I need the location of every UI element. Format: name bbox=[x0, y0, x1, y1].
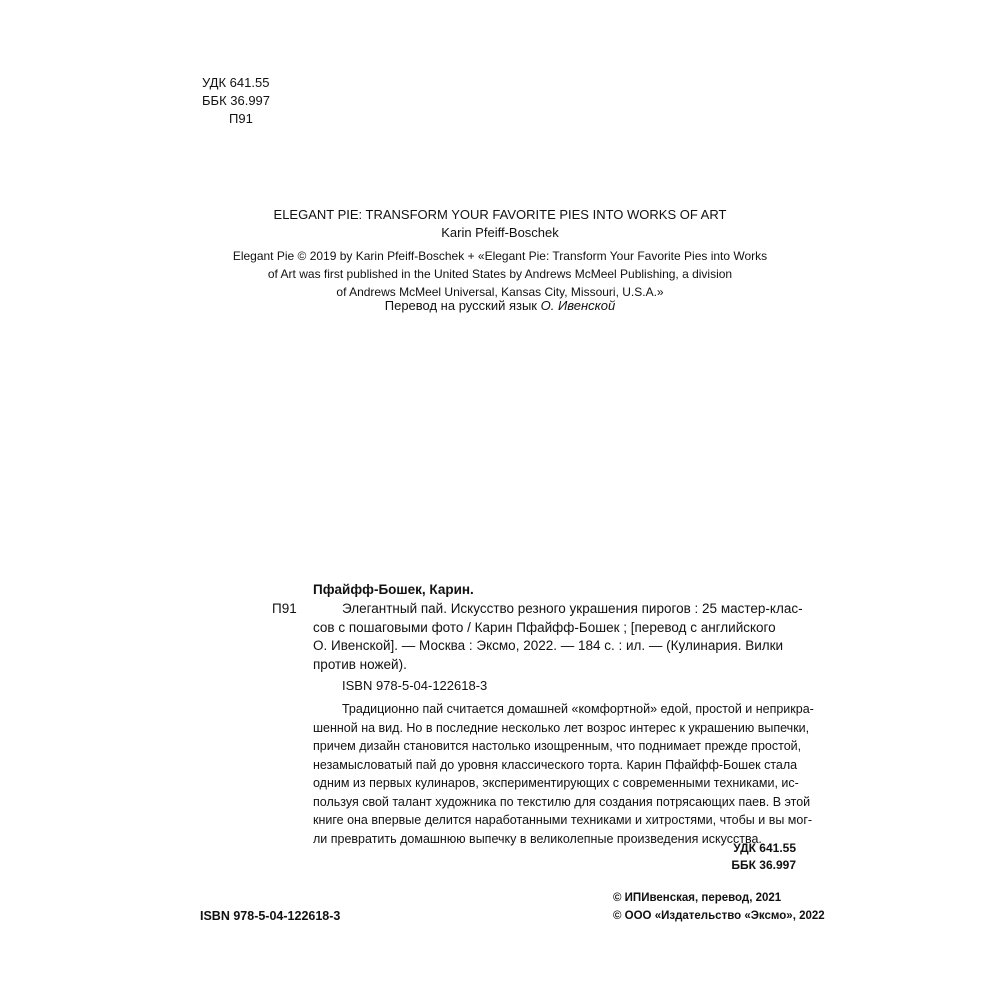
annotation-line: книге она впервые делится наработанными техниками и хитростями, чтобы и вы мог- bbox=[313, 813, 813, 827]
copyright-line: of Art was first published in the United States by Andrews McMeel Publishing, a division bbox=[267, 267, 733, 281]
annotation bbox=[313, 700, 814, 848]
author-sign: П91 bbox=[229, 111, 253, 126]
bottom-isbn: ISBN 978-5-04-122618-3 bbox=[200, 909, 341, 923]
publisher-copyright: © ООО «Издательство «Эксмо», 2022 bbox=[613, 910, 825, 922]
annotation-line: ли превратить домашнюю выпечку в великолепные произведения искусства. bbox=[313, 831, 762, 846]
description-line: против ножей). bbox=[313, 656, 407, 672]
bbk-code: ББК 36.997 bbox=[731, 858, 796, 872]
original-copyright-notice bbox=[200, 247, 800, 301]
top-classification-codes bbox=[202, 74, 270, 128]
udk-code: УДК 641.55 bbox=[202, 75, 270, 90]
annotation-line: Традиционно пай считается домашней «комфортной» едой, простой и неприкра- bbox=[342, 702, 814, 716]
bottom-classification-codes bbox=[600, 840, 796, 874]
catalog-card-description bbox=[313, 600, 803, 674]
catalog-card-code: П91 bbox=[272, 601, 297, 616]
udk-code: УДК 641.55 bbox=[733, 841, 796, 855]
annotation-line: пользуя свой талант художника по текстилю для создания потрясающих паев. В этой bbox=[313, 794, 811, 809]
translation-prefix: Перевод на русский язык bbox=[384, 298, 541, 313]
catalog-card-heading: Пфайфф-Бошек, Карин. bbox=[313, 582, 474, 597]
description-line: О. Ивенской]. — Москва : Эксмо, 2022. — 184 с. : ил. — (Кулинария. Вилки bbox=[313, 638, 784, 653]
catalog-card-isbn: ISBN 978-5-04-122618-3 bbox=[342, 678, 488, 693]
original-title: ELEGANT PIE: TRANSFORM YOUR FAVORITE PIES INTO WORKS OF ART bbox=[273, 207, 727, 222]
translation-copyright: © ИПИвенская, перевод, 2021 bbox=[613, 892, 782, 904]
annotation-line: шенной на вид. Но в последние несколько лет возрос интерес к украшению выпечки, bbox=[313, 720, 810, 735]
translator-name: О. Ивенской bbox=[540, 298, 616, 313]
copyright-line: Elegant Pie © 2019 by Karin Pfeiff-Boschek + «Elegant Pie: Transform Your Favorite Pies into Works bbox=[232, 249, 768, 263]
translation-credit bbox=[200, 297, 800, 315]
annotation-line: одним из первых кулинаров, экспериментирующих с современными техниками, ис- bbox=[313, 776, 799, 790]
annotation-line: причем дизайн становится настолько изощренным, что поднимает прежде простой, bbox=[313, 739, 802, 753]
annotation-line: незамысловатый пай до уровня классического торта. Карин Пфайфф-Бошек стала bbox=[313, 757, 798, 772]
copyright-statements bbox=[613, 889, 825, 925]
description-line: Элегантный пай. Искусство резного украшения пирогов : 25 мастер-клас- bbox=[342, 601, 803, 616]
description-line: сов с пошаговыми фото / Карин Пфайфф-Бошек ; [перевод с английского bbox=[313, 619, 776, 635]
bbk-code: ББК 36.997 bbox=[202, 93, 271, 108]
copyright-line: of Andrews McMeel Universal, Kansas City, Missouri, U.S.A.» bbox=[336, 285, 664, 299]
original-author: Karin Pfeiff-Boschek bbox=[441, 225, 559, 240]
